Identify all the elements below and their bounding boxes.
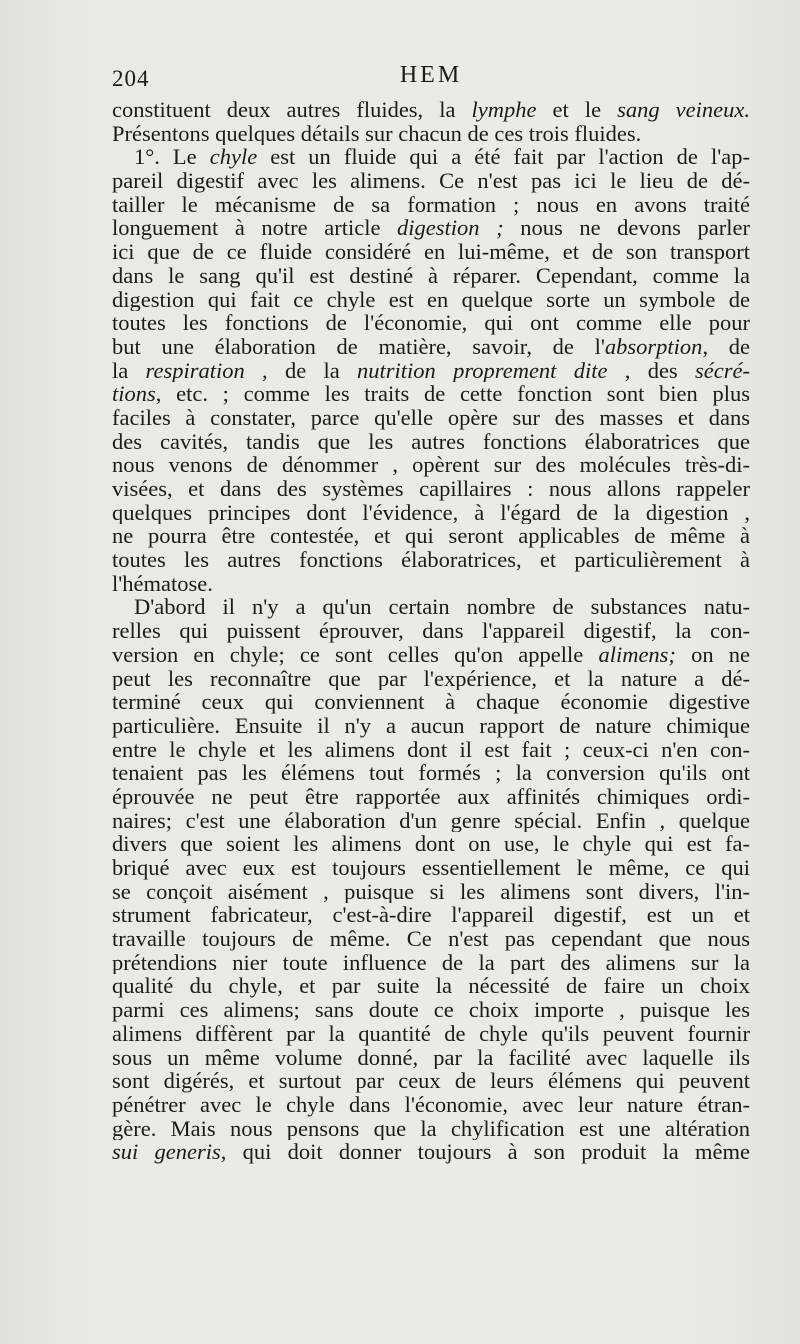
text-line — [112, 785, 750, 809]
text-span: pénétrer avec le chyle dans l'économie, avec leur nature étran- — [112, 1092, 750, 1117]
italic-text: nutrition proprement dite — [357, 358, 608, 383]
text-line — [112, 359, 750, 383]
text-span: peut les reconnaître que par l'expérience, et la nature a dé- — [112, 666, 750, 691]
text-line — [112, 643, 750, 667]
text-line — [112, 832, 750, 856]
text-span: faciles à constater, parce qu'elle opère sur des masses et dans — [112, 405, 750, 430]
text-span: 1°. Le — [134, 145, 210, 170]
text-span: relles qui puissent éprouver, dans l'appareil digestif, la con- — [112, 619, 750, 643]
text-span: quelques principes dont l'évidence, à l'égard de la digestion , — [112, 500, 750, 525]
text-span: nous ne devons parler — [503, 216, 750, 241]
italic-text: digestion ; — [397, 216, 504, 241]
text-line — [112, 240, 750, 264]
text-line — [112, 122, 750, 146]
text-line — [112, 1069, 750, 1093]
page-number: 204 — [112, 66, 150, 91]
text-line — [112, 880, 750, 904]
page-header — [112, 62, 750, 98]
text-span: tenaient pas les élémens tout formés ; la conversion qu'ils ont — [112, 761, 750, 785]
text-line — [112, 382, 750, 406]
italic-text: chyle — [209, 145, 258, 170]
text-span: Présentons quelques détails sur chacun de ces trois fluides. — [112, 121, 642, 146]
text-span: parmi ces alimens; sans doute ce choix importe , puisque les — [112, 998, 750, 1022]
text-line — [112, 998, 750, 1022]
text-line — [112, 714, 750, 738]
text-line — [112, 501, 750, 525]
text-line — [112, 595, 750, 619]
text-span: , des — [607, 358, 695, 383]
text-span: travaille toujours de même. Ce n'est pas cependant que nous — [112, 927, 750, 951]
text-line — [112, 1117, 750, 1141]
text-line — [112, 1093, 750, 1117]
text-span: ne pourra être contestée, et qui seront applicables de même à — [112, 524, 750, 549]
text-span: D'abord il n'y a qu'un certain nombre de substances natu- — [134, 595, 750, 620]
text-span: ici que de ce fluide considéré en lui-même, et de son transport — [112, 240, 750, 264]
text-line — [112, 667, 750, 691]
text-line — [112, 264, 750, 288]
text-line — [112, 951, 750, 975]
body-text — [112, 98, 750, 1164]
text-span: entre le chyle et les alimens dont il est fait ; ceux-ci n'en con- — [112, 737, 750, 762]
text-line — [112, 477, 750, 501]
text-span: nous venons de dénommer , opèrent sur des molécules très-di- — [112, 453, 750, 477]
text-span: tailler le mécanisme de sa formation ; nous en avons traité — [112, 192, 750, 217]
text-line — [112, 809, 750, 833]
text-span: longuement à notre article — [112, 216, 398, 241]
italic-text: sécré- — [695, 358, 750, 383]
text-span: version en chyle; ce sont celles qu'on appelle — [112, 642, 599, 667]
text-span: , etc. ; comme les traits de cette fonction sont bien plus — [155, 382, 750, 406]
italic-text: sui generis — [112, 1140, 221, 1164]
text-line — [112, 1022, 750, 1046]
text-span: , qui doit donner toujours à son produit la même — [220, 1140, 750, 1164]
text-span: se conçoit aisément , puisque si les alimens sont divers, l'in- — [112, 879, 750, 904]
running-head: HEM — [399, 62, 463, 88]
text-line — [112, 1140, 750, 1164]
text-span: toutes les autres fonctions élaboratrices, et particulièrement à — [112, 548, 750, 572]
text-line — [112, 572, 750, 596]
italic-text: respiration — [145, 358, 245, 383]
text-span: digestion qui fait ce chyle est en quelque sorte un symbole de — [112, 287, 750, 312]
text-line — [112, 145, 750, 169]
text-line — [112, 548, 750, 572]
text-line — [112, 169, 750, 193]
text-span: toutes les fonctions de l'économie, qui ont comme elle pour — [112, 311, 750, 335]
text-line — [112, 524, 750, 548]
text-span: naires; c'est une élaboration d'un genre spécial. Enfin , quelque — [112, 808, 750, 833]
text-span: est un fluide qui a été fait par l'action de l'ap- — [257, 145, 750, 170]
text-span: , de la — [244, 358, 358, 383]
text-span: dans le sang qu'il est destiné à réparer. Cependant, comme la — [112, 263, 750, 288]
text-line — [112, 288, 750, 312]
text-line — [112, 690, 750, 714]
text-line — [112, 335, 750, 359]
text-span: gère. Mais nous pensons que la chylification est une altération — [112, 1116, 750, 1141]
text-span: alimens diffèrent par la quantité de chyle qu'ils peuvent fournir — [112, 1021, 750, 1046]
text-line — [112, 430, 750, 454]
text-span: prétendions nier toute influence de la part des alimens sur la — [112, 950, 750, 975]
text-span: et le — [536, 98, 618, 122]
text-line — [112, 761, 750, 785]
text-line — [112, 927, 750, 951]
text-line — [112, 453, 750, 477]
text-line — [112, 193, 750, 217]
text-span: l'hématose. — [112, 571, 213, 596]
text-span: visées, et dans des systèmes capillaires : nous allons rappeler — [112, 477, 750, 501]
text-span: pareil digestif avec les alimens. Ce n'est pas ici le lieu de dé- — [112, 169, 750, 193]
text-span: divers que soient les alimens dont on use, le chyle qui est fa- — [112, 832, 750, 856]
italic-text: tions — [112, 382, 156, 406]
text-span: constituent deux autres fluides, la — [112, 98, 472, 122]
text-line — [112, 738, 750, 762]
text-span: sont digérés, et surtout par ceux de leurs élémens qui peuvent — [112, 1069, 750, 1093]
italic-text: sang veineux. — [617, 98, 750, 122]
text-line — [112, 974, 750, 998]
text-span: strument fabricateur, c'est-à-dire l'appareil digestif, est un et — [112, 903, 750, 928]
text-line — [112, 856, 750, 880]
italic-text: absorption — [604, 334, 703, 359]
text-line — [112, 1046, 750, 1070]
text-span: , de — [702, 334, 750, 359]
italic-text: lymphe — [471, 98, 537, 122]
text-span: des cavités, tandis que les autres fonctions élaboratrices que — [112, 429, 750, 454]
text-line — [112, 903, 750, 927]
text-span: sous un même volume donné, par la facilité avec laquelle ils — [112, 1045, 750, 1070]
text-line — [112, 311, 750, 335]
text-span: briqué avec eux est toujours essentiellement le même, ce qui — [112, 856, 750, 880]
text-span: on ne — [675, 642, 750, 667]
text-span: qualité du chyle, et par suite la nécessité de faire un choix — [112, 974, 750, 999]
text-span: éprouvée ne peut être rapportée aux affinités chimiques ordi- — [112, 784, 750, 809]
italic-text: alimens; — [598, 642, 676, 667]
text-line — [112, 406, 750, 430]
text-span: terminé ceux qui conviennent à chaque économie digestive — [112, 690, 750, 714]
text-span: but une élaboration de matière, savoir, de l' — [112, 334, 605, 359]
text-span: particulière. Ensuite il n'y a aucun rapport de nature chimique — [112, 713, 750, 738]
text-span: la — [112, 358, 146, 383]
text-line — [112, 619, 750, 643]
text-line — [112, 216, 750, 240]
text-line — [112, 98, 750, 122]
